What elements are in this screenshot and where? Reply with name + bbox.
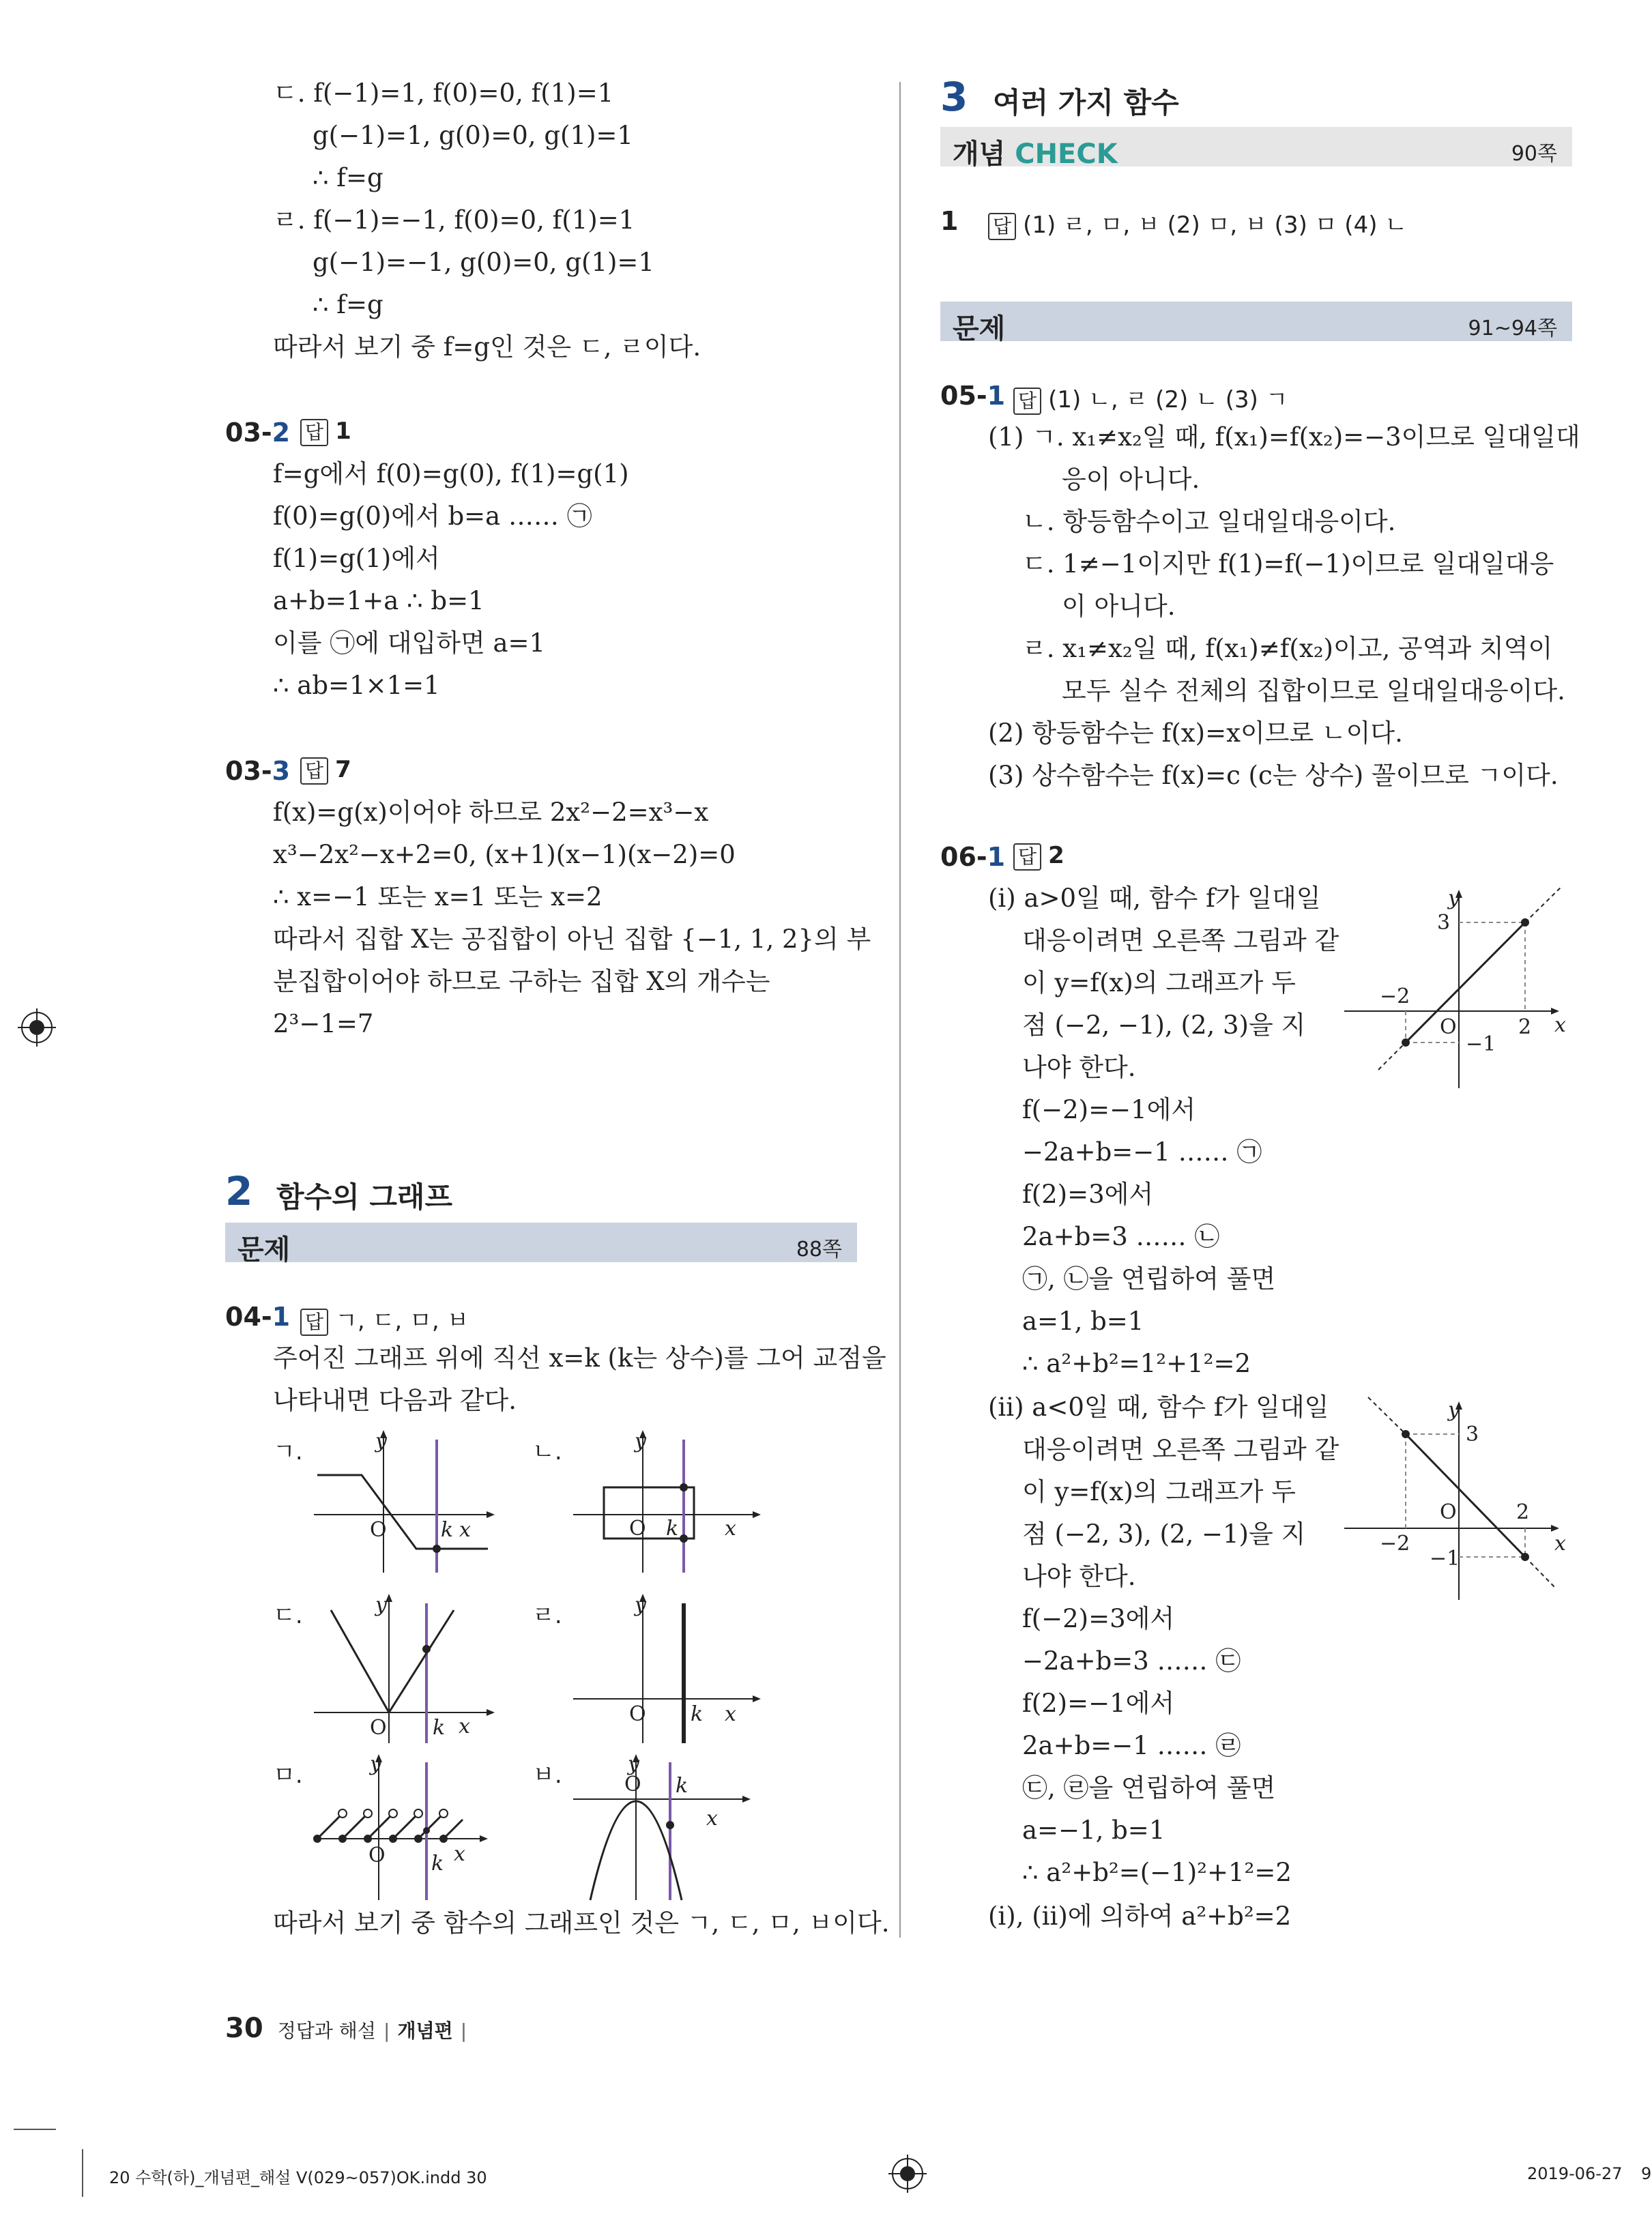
slug-cut: 9: [1641, 2164, 1652, 2183]
axis-y-label: y: [1448, 886, 1460, 910]
axis-y-label: y: [635, 1429, 646, 1453]
problem-bar: 문제 88쪽: [225, 1223, 857, 1262]
footer-text: 정답과 해설: [277, 2020, 376, 2042]
text-line: 분집합이어야 하므로 구하는 집합 X의 개수는: [273, 967, 770, 996]
text-line: (3) 상수함수는 f(x)=c (c는 상수) 꼴이므로 ㄱ이다.: [988, 761, 1559, 790]
text-line: f(2)=3에서: [1022, 1180, 1154, 1209]
text-line: a=−1, b=1: [1022, 1816, 1165, 1845]
text-line: ㄷ. f(−1)=1, f(0)=0, f(1)=1: [273, 78, 614, 108]
text-line: 모두 실수 전체의 집합이므로 일대일대응이다.: [1062, 676, 1565, 705]
slug-file: 20 수학(하)_개념편_해설 V(029~057)OK.indd 30: [109, 2168, 487, 2187]
answer-03-3: 답 7: [300, 756, 351, 785]
text-line: 점 (−2, 3), (2, −1)을 지: [1022, 1519, 1306, 1549]
text-line: ㉢, ㉣을 연립하여 풀면: [1022, 1773, 1276, 1803]
text-line: 2a+b=3 …… ㉡: [1022, 1222, 1220, 1251]
axis-x-label: x: [454, 1842, 465, 1866]
text-line: ㄴ. 항등함수이고 일대일대응이다.: [1022, 507, 1396, 536]
text-line: 이 y=f(x)의 그래프가 두: [1022, 968, 1296, 997]
graph-mark: ㄱ.: [273, 1438, 303, 1466]
k-label: k: [676, 1774, 689, 1798]
concept-check-bar: 개념 CHECK 90쪽: [940, 127, 1572, 166]
graph-case1: [1337, 880, 1569, 1092]
text-line: f(x)=g(x)이어야 하므로 2x²−2=x³−x: [273, 798, 709, 827]
graph-g2: [566, 1426, 764, 1576]
text-line: 나타내면 다음과 같다.: [273, 1386, 517, 1415]
k-label: k: [691, 1702, 704, 1726]
problem-label-03-2: 03-2: [225, 418, 291, 448]
graph-g1: [307, 1426, 498, 1576]
answer-box: 답: [300, 757, 328, 785]
graph-g5: [307, 1750, 498, 1904]
text-line: a+b=1+a ∴ b=1: [273, 586, 484, 615]
text-line: 점 (−2, −1), (2, 3)을 지: [1022, 1010, 1306, 1040]
axis-y-label: y: [375, 1593, 387, 1617]
text-line: f(0)=g(0)에서 b=a …… ㉠: [273, 501, 592, 531]
graph-mark: ㅂ.: [532, 1762, 562, 1789]
axis-x-label: x: [459, 1715, 470, 1738]
k-label: k: [433, 1716, 446, 1740]
text-line: 나야 한다.: [1022, 1562, 1136, 1591]
text-line: (1) ㄱ. x₁≠x₂일 때, f(x₁)=f(x₂)=−3이므로 일대일대: [988, 422, 1580, 452]
answer-05-1: 답 (1) ㄴ, ㄹ (2) ㄴ (3) ㄱ: [1013, 381, 1288, 415]
text-line: 주어진 그래프 위에 직선 x=k (k는 상수)를 그어 교점을: [273, 1343, 886, 1373]
text-line: (2) 항등함수는 f(x)=x이므로 ㄴ이다.: [988, 718, 1403, 748]
origin-label: O: [629, 1702, 646, 1726]
text-line: f(2)=−1에서: [1022, 1689, 1175, 1718]
section-number: 2: [225, 1168, 253, 1214]
graph-mark: ㄴ.: [532, 1438, 562, 1466]
footer-separator: |: [383, 2020, 390, 2042]
text-line: ∴ ab=1×1=1: [273, 671, 440, 700]
answer-03-2: 답 1: [300, 418, 351, 446]
text-line: ㉠, ㉡을 연립하여 풀면: [1022, 1264, 1276, 1294]
text-line: 따라서 보기 중 f=g인 것은 ㄷ, ㄹ이다.: [273, 332, 701, 362]
answer-box: 답: [988, 213, 1016, 240]
text-line: f(−2)=−1에서: [1022, 1095, 1196, 1124]
tick-label: 3: [1437, 911, 1451, 935]
axis-x-label: x: [706, 1807, 718, 1831]
axis-y-label: y: [635, 1593, 646, 1617]
origin-label: O: [368, 1843, 386, 1867]
text-line: ∴ f=g: [313, 163, 383, 192]
problem-label-06-1: 06-1: [940, 842, 1006, 872]
axis-x-label: x: [1554, 1532, 1566, 1556]
registration-mark-left: [18, 1008, 56, 1047]
tick-label: −2: [1380, 1532, 1410, 1556]
origin-label: O: [370, 1716, 387, 1740]
text-line: 따라서 보기 중 함수의 그래프인 것은 ㄱ, ㄷ, ㅁ, ㅂ이다.: [273, 1908, 890, 1938]
axis-y-label: y: [1448, 1398, 1460, 1422]
answer-06-1: 답 2: [1013, 842, 1064, 871]
text-line: (ⅱ) a<0일 때, 함수 f가 일대일: [988, 1393, 1329, 1422]
text-line: ㄷ. 1≠−1이지만 f(1)=f(−1)이므로 일대일대응: [1022, 549, 1554, 579]
text-line: f(1)=g(1)에서: [273, 544, 440, 573]
answer-box: 답: [1013, 843, 1041, 871]
tick-label: −1: [1466, 1032, 1496, 1056]
problem-label-04-1: 04-1: [225, 1302, 291, 1332]
tick-label: 2: [1518, 1015, 1532, 1039]
axis-x-label: x: [725, 1517, 736, 1541]
text-line: 2a+b=−1 …… ㉣: [1022, 1731, 1241, 1760]
section-title: 여러 가지 함수: [993, 86, 1179, 119]
text-line: ㄹ. x₁≠x₂일 때, f(x₁)≠f(x₂)이고, 공역과 치역이: [1022, 634, 1553, 663]
text-line: 따라서 집합 X는 공집합이 아닌 집합 {−1, 1, 2}의 부: [273, 924, 871, 954]
text-line: (ⅰ) a>0일 때, 함수 f가 일대일: [988, 884, 1321, 913]
problem-label-05-1: 05-1: [940, 381, 1006, 411]
tick-label: 2: [1516, 1500, 1530, 1524]
text-line: ∴ x=−1 또는 x=1 또는 x=2: [273, 882, 603, 912]
crop-line: [14, 2129, 56, 2130]
problem-bar: 문제 91~94쪽: [940, 302, 1572, 341]
text-line: 응이 아니다.: [1062, 465, 1200, 494]
section-number: 3: [940, 74, 968, 120]
graph-mark: ㄷ.: [273, 1602, 303, 1629]
k-label: k: [441, 1518, 454, 1542]
k-label: k: [666, 1517, 679, 1541]
text-line: 나야 한다.: [1022, 1053, 1136, 1082]
answer-box: 답: [300, 1309, 328, 1336]
answer-04-1: 답 ㄱ, ㄷ, ㅁ, ㅂ: [300, 1302, 469, 1336]
registration-mark-bottom: [888, 2155, 927, 2193]
slug-date: 2019-06-27: [1527, 2164, 1623, 2183]
origin-label: O: [1440, 1500, 1457, 1524]
text-line: 이 y=f(x)의 그래프가 두: [1022, 1477, 1296, 1506]
axis-y-label: y: [370, 1752, 381, 1776]
origin-label: O: [629, 1517, 646, 1541]
origin-label: O: [624, 1773, 641, 1796]
axis-y-label: y: [375, 1429, 387, 1453]
k-label: k: [431, 1852, 444, 1876]
text-line: 대응이려면 오른쪽 그림과 같: [1022, 1435, 1339, 1464]
text-line: 대응이려면 오른쪽 그림과 같: [1022, 926, 1339, 955]
text-line: f(−2)=3에서: [1022, 1604, 1175, 1633]
column-divider: [899, 82, 901, 1938]
page-number: 30: [225, 2013, 263, 2044]
question-number: 1: [940, 206, 959, 236]
graph-mark: ㅁ.: [273, 1762, 303, 1789]
text-line: ㄹ. f(−1)=−1, f(0)=0, f(1)=1: [273, 205, 635, 235]
axis-x-label: x: [1554, 1013, 1566, 1037]
footer-separator: |: [460, 2020, 467, 2042]
graph-case2: [1337, 1392, 1569, 1603]
origin-label: O: [370, 1518, 387, 1542]
text-line: −2a+b=−1 …… ㉠: [1022, 1137, 1262, 1167]
tick-label: 3: [1466, 1423, 1479, 1446]
text-line: g(−1)=−1, g(0)=0, g(1)=1: [313, 248, 654, 277]
text-line: g(−1)=1, g(0)=0, g(1)=1: [313, 121, 633, 150]
text-line: −2a+b=3 …… ㉢: [1022, 1646, 1241, 1676]
tick-label: −1: [1430, 1547, 1460, 1571]
answer-box: 답: [1013, 388, 1041, 415]
answer-q1: 답 (1) ㄹ, ㅁ, ㅂ (2) ㅁ, ㅂ (3) ㅁ (4) ㄴ: [988, 206, 1407, 240]
crop-line-v: [82, 2149, 83, 2197]
axis-x-label: x: [725, 1702, 736, 1726]
graph-g3: [307, 1590, 498, 1747]
section-title: 함수의 그래프: [276, 1180, 453, 1214]
text-line: f=g에서 f(0)=g(0), f(1)=g(1): [273, 459, 629, 489]
problem-label-03-3: 03-3: [225, 756, 291, 786]
text-line: 이 아니다.: [1062, 592, 1176, 621]
axis-x-label: x: [459, 1518, 471, 1542]
text-line: 이를 ㉠에 대입하면 a=1: [273, 628, 546, 658]
text-line: ∴ a²+b²=(−1)²+1²=2: [1022, 1858, 1292, 1887]
origin-label: O: [1440, 1015, 1457, 1039]
text-line: 2³−1=7: [273, 1009, 374, 1038]
graph-g4: [566, 1590, 764, 1747]
tick-label: −2: [1380, 985, 1410, 1008]
text-line: ∴ f=g: [313, 290, 383, 319]
graph-g6: [566, 1750, 764, 1904]
answer-box: 답: [300, 419, 328, 446]
graph-mark: ㄹ.: [532, 1602, 562, 1629]
footer-bold: 개념편: [397, 2020, 453, 2042]
text-line: ∴ a²+b²=1²+1²=2: [1022, 1349, 1251, 1378]
page-footer: [225, 2013, 467, 2044]
text-line: a=1, b=1: [1022, 1307, 1144, 1336]
text-line: x³−2x²−x+2=0, (x+1)(x−1)(x−2)=0: [273, 840, 736, 869]
axis-y-label: y: [628, 1752, 639, 1776]
text-line: (ⅰ), (ⅱ)에 의하여 a²+b²=2: [988, 1901, 1292, 1931]
